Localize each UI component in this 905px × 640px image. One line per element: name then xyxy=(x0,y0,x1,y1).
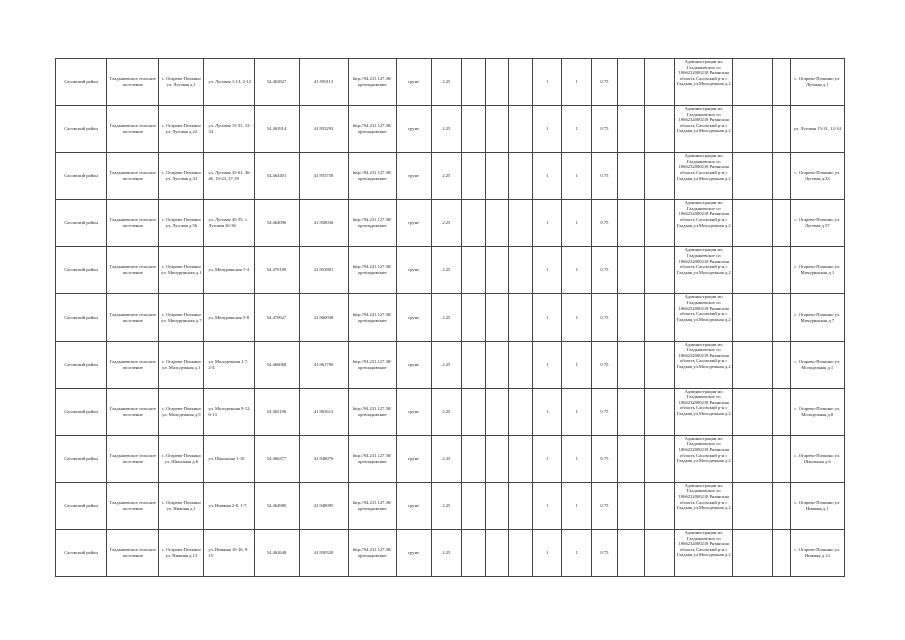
address-cell: ул. Нижняя 10-16, 9-15 xyxy=(204,529,254,576)
empty-cell xyxy=(462,153,486,200)
count1-cell: 1 xyxy=(532,482,562,529)
latitude-cell: 54.470627 xyxy=(254,294,299,341)
empty-cell xyxy=(485,341,509,388)
count2-cell: 1 xyxy=(562,294,592,341)
empty-cell xyxy=(617,59,645,106)
area-cell: 0.75 xyxy=(592,200,618,247)
table-row xyxy=(56,435,845,482)
empty-cell xyxy=(462,529,486,576)
table-row xyxy=(56,341,845,388)
length-cell: 2.25 xyxy=(431,482,462,529)
longitude-cell: 41.953293 xyxy=(299,106,348,153)
address-cell: ул. Луговая 45-55, с. Луговая 26-36 xyxy=(204,200,254,247)
empty-cell xyxy=(617,294,645,341)
district-cell: Сасовский район xyxy=(56,341,107,388)
empty-cell xyxy=(645,106,675,153)
empty-cell xyxy=(617,388,645,435)
admin-cell: Администрации мо Гладышевское сп 1066232000218 Рязанская область Сасовский р-н с Гладыщ ул.Молодежная д.2 xyxy=(675,482,733,529)
latitude-cell: 54.463827 xyxy=(254,59,299,106)
area-cell: 0.75 xyxy=(592,106,618,153)
empty-cell xyxy=(773,529,790,576)
settlement-cell: Гладышевское сельское поселение xyxy=(107,247,159,294)
table-row xyxy=(56,59,845,106)
empty-cell xyxy=(617,482,645,529)
latitude-cell: 54.464401 xyxy=(254,153,299,200)
empty-cell xyxy=(617,341,645,388)
admin-cell: Администрации мо Гладышевское сп 1066232000218 Рязанская область Сасовский р-н с Гладыщ ул.Молодежная д.2 xyxy=(675,200,733,247)
admin-cell: Администрации мо Гладышевское сп 1066232000218 Рязанская область Сасовский р-н с Гладыщ ул.Молодежная д.2 xyxy=(675,106,733,153)
empty-cell xyxy=(462,294,486,341)
locality-cell: с. Огарево-Почкино ул. Луговая д.22 xyxy=(159,106,204,153)
count1-cell: 1 xyxy=(532,294,562,341)
empty-cell xyxy=(733,435,773,482)
district-cell: Сасовский район xyxy=(56,59,107,106)
empty-cell xyxy=(733,482,773,529)
longitude-cell: 41.955758 xyxy=(299,153,348,200)
empty-cell xyxy=(733,153,773,200)
empty-cell xyxy=(509,341,533,388)
empty-cell xyxy=(645,59,675,106)
longitude-cell: 41.948095 xyxy=(299,482,348,529)
table-row xyxy=(56,200,845,247)
link-cell: http://94.231.127.38/оргвладивские xyxy=(348,106,396,153)
locality-cell: с. Огарево-Почкино ул. Мичуринская д.7 xyxy=(159,294,204,341)
empty-cell xyxy=(509,59,533,106)
empty-cell xyxy=(462,388,486,435)
empty-cell xyxy=(773,153,790,200)
address-cell: ул. Школьная 1-10 xyxy=(204,435,254,482)
empty-cell xyxy=(462,435,486,482)
end-address-cell: с. Огарево-Почкино ул. Школьная д.6 xyxy=(790,435,844,482)
longitude-cell: 41.948076 xyxy=(299,435,348,482)
count2-cell: 1 xyxy=(562,482,592,529)
empty-cell xyxy=(509,294,533,341)
count1-cell: 1 xyxy=(532,247,562,294)
empty-cell xyxy=(733,59,773,106)
admin-cell: Администрации мо Гладышевское сп 1066232000218 Рязанская область Сасовский р-н с Гладыщ ул.Молодежная д.2 xyxy=(675,59,733,106)
empty-cell xyxy=(509,106,533,153)
link-cell: http://94.231.127.38/оргвладивские xyxy=(348,435,396,482)
count1-cell: 1 xyxy=(532,153,562,200)
length-cell: 2.25 xyxy=(431,247,462,294)
empty-cell xyxy=(645,341,675,388)
empty-cell xyxy=(733,294,773,341)
count1-cell: 1 xyxy=(532,106,562,153)
settlement-cell: Гладышевское сельское поселение xyxy=(107,482,159,529)
end-address-cell: с. Огарево-Почкино ул. Нижняя д.1 xyxy=(790,482,844,529)
longitude-cell: 41.958036 xyxy=(299,200,348,247)
empty-cell xyxy=(462,59,486,106)
empty-cell xyxy=(645,388,675,435)
empty-cell xyxy=(733,388,773,435)
admin-cell: Администрации мо Гладышевское сп 1066232000218 Рязанская область Сасовский р-н с Гладыщ ул.Молодежная д.2 xyxy=(675,529,733,576)
area-cell: 0.75 xyxy=(592,388,618,435)
empty-cell xyxy=(509,200,533,247)
end-address-cell: с. Огарево-Почкино ул. Луговая д.57 xyxy=(790,200,844,247)
table-row xyxy=(56,153,845,200)
length-cell: 2.25 xyxy=(431,200,462,247)
empty-cell xyxy=(733,200,773,247)
link-cell: http://94.231.127.38/оргвладивские xyxy=(348,482,396,529)
latitude-cell: 54.464096 xyxy=(254,200,299,247)
area-cell: 0.75 xyxy=(592,153,618,200)
empty-cell xyxy=(485,153,509,200)
longitude-cell: 41.950113 xyxy=(299,59,348,106)
latitude-cell: 54.462648 xyxy=(254,529,299,576)
latitude-cell: 54.465196 xyxy=(254,388,299,435)
locality-cell: с. Огарево-Почкино ул. Луговая д.56 xyxy=(159,200,204,247)
empty-cell xyxy=(617,529,645,576)
empty-cell xyxy=(773,247,790,294)
area-cell: 0.75 xyxy=(592,341,618,388)
link-cell: http://94.231.127.38/оргвладивские xyxy=(348,341,396,388)
settlement-cell: Гладышевское сельское поселение xyxy=(107,106,159,153)
empty-cell xyxy=(645,529,675,576)
end-address-cell: с. Огарево-Почкино ул. Молодежная д.8 xyxy=(790,388,844,435)
area-cell: 0.75 xyxy=(592,529,618,576)
length-cell: 2.25 xyxy=(431,435,462,482)
admin-cell: Администрации мо Гладышевское сп 1066232000218 Рязанская область Сасовский р-н с Гладыщ ул.Молодежная д.2 xyxy=(675,341,733,388)
count2-cell: 1 xyxy=(562,529,592,576)
surface-cell: грунт xyxy=(396,341,431,388)
empty-cell xyxy=(509,529,533,576)
length-cell: 2.25 xyxy=(431,59,462,106)
empty-cell xyxy=(773,59,790,106)
settlement-cell: Гладышевское сельское поселение xyxy=(107,435,159,482)
empty-cell xyxy=(462,482,486,529)
surface-cell: грунт xyxy=(396,247,431,294)
admin-cell: Администрации мо Гладышевское сп 1066232000218 Рязанская область Сасовский р-н с Гладыщ ул.Молодежная д.2 xyxy=(675,294,733,341)
longitude-cell: 41.950320 xyxy=(299,529,348,576)
count1-cell: 1 xyxy=(532,529,562,576)
address-cell: ул. Луговая 1-13, 2-12 xyxy=(204,59,254,106)
empty-cell xyxy=(509,388,533,435)
locality-cell: с. Огарево-Почкино ул. Школьная д.6 xyxy=(159,435,204,482)
end-address-cell: ул. Луговая 15-31, 12-34 xyxy=(790,106,844,153)
address-cell: ул. Нижняя 2-8, 1-7 xyxy=(204,482,254,529)
latitude-cell: 54.466068 xyxy=(254,341,299,388)
locality-cell: с. Огарево-Почкино ул. Луговая д.1 xyxy=(159,59,204,106)
count2-cell: 1 xyxy=(562,59,592,106)
link-cell: http://94.231.127.38/оргвладивские xyxy=(348,200,396,247)
count1-cell: 1 xyxy=(532,59,562,106)
link-cell: http://94.231.127.38/оргвладивские xyxy=(348,247,396,294)
count2-cell: 1 xyxy=(562,106,592,153)
length-cell: 2.25 xyxy=(431,153,462,200)
district-cell: Сасовский район xyxy=(56,482,107,529)
empty-cell xyxy=(733,247,773,294)
empty-cell xyxy=(485,388,509,435)
locality-cell: с. Огарево-Почкино ул. Нижняя д.13 xyxy=(159,529,204,576)
longitude-cell: 41.953881 xyxy=(299,247,348,294)
district-cell: Сасовский район xyxy=(56,200,107,247)
locality-cell: с. Огарево-Почкино ул. Луговая д.33 xyxy=(159,153,204,200)
address-cell: ул. Молодежная 1-7, 2-4 xyxy=(204,341,254,388)
empty-cell xyxy=(733,106,773,153)
district-cell: Сасовский район xyxy=(56,388,107,435)
count2-cell: 1 xyxy=(562,153,592,200)
latitude-cell: 54.464980 xyxy=(254,482,299,529)
empty-cell xyxy=(645,153,675,200)
empty-cell xyxy=(509,482,533,529)
empty-cell xyxy=(485,294,509,341)
empty-cell xyxy=(773,482,790,529)
link-cell: http://94.231.127.38/оргвладивские xyxy=(348,153,396,200)
surface-cell: грунт xyxy=(396,482,431,529)
empty-cell xyxy=(773,341,790,388)
empty-cell xyxy=(485,529,509,576)
empty-cell xyxy=(462,341,486,388)
table-row xyxy=(56,482,845,529)
table-row xyxy=(56,106,845,153)
empty-cell xyxy=(617,435,645,482)
surface-cell: грунт xyxy=(396,106,431,153)
address-cell: ул. Луговая 15-31, 12-34 xyxy=(204,106,254,153)
count1-cell: 1 xyxy=(532,200,562,247)
district-cell: Сасовский район xyxy=(56,153,107,200)
empty-cell xyxy=(617,106,645,153)
settlement-cell: Гладышевское сельское поселение xyxy=(107,153,159,200)
count2-cell: 1 xyxy=(562,435,592,482)
length-cell: 2.25 xyxy=(431,106,462,153)
longitude-cell: 41.960038 xyxy=(299,294,348,341)
empty-cell xyxy=(773,435,790,482)
latitude-cell: 54.470189 xyxy=(254,247,299,294)
count1-cell: 1 xyxy=(532,388,562,435)
length-cell: 2.25 xyxy=(431,294,462,341)
empty-cell xyxy=(485,200,509,247)
empty-cell xyxy=(645,482,675,529)
table-body xyxy=(56,59,845,577)
address-cell: ул. Мичуринская 1-4 xyxy=(204,247,254,294)
settlement-cell: Гладышевское сельское поселение xyxy=(107,200,159,247)
table-row xyxy=(56,529,845,576)
area-cell: 0.75 xyxy=(592,294,618,341)
locality-cell: с. Огарево-Почкино ул. Нижняя д.1 xyxy=(159,482,204,529)
empty-cell xyxy=(645,435,675,482)
end-address-cell: с. Огарево-Почкино ул. Нижняя д.13 xyxy=(790,529,844,576)
district-cell: Сасовский район xyxy=(56,435,107,482)
empty-cell xyxy=(509,435,533,482)
locality-cell: с. Огарево-Почкино ул. Молодежная д.1 xyxy=(159,341,204,388)
length-cell: 2.25 xyxy=(431,388,462,435)
link-cell: http://94.231.127.38/оргвладивские xyxy=(348,529,396,576)
surface-cell: грунт xyxy=(396,435,431,482)
empty-cell xyxy=(645,294,675,341)
surface-cell: грунт xyxy=(396,388,431,435)
count2-cell: 1 xyxy=(562,200,592,247)
empty-cell xyxy=(617,200,645,247)
surface-cell: грунт xyxy=(396,200,431,247)
admin-cell: Администрации мо Гладышевское сп 1066232000218 Рязанская область Сасовский р-н с Гладыщ ул.Молодежная д.2 xyxy=(675,388,733,435)
table-row xyxy=(56,294,845,341)
area-cell: 0.75 xyxy=(592,247,618,294)
count1-cell: 1 xyxy=(532,341,562,388)
empty-cell xyxy=(773,294,790,341)
settlement-cell: Гладышевское сельское поселение xyxy=(107,59,159,106)
area-cell: 0.75 xyxy=(592,435,618,482)
count1-cell: 1 xyxy=(532,435,562,482)
empty-cell xyxy=(485,482,509,529)
empty-cell xyxy=(485,247,509,294)
empty-cell xyxy=(485,435,509,482)
settlement-cell: Гладышевское сельское поселение xyxy=(107,529,159,576)
surface-cell: грунт xyxy=(396,529,431,576)
length-cell: 2.25 xyxy=(431,341,462,388)
table-row xyxy=(56,247,845,294)
link-cell: http://94.231.127.38/оргвладивские xyxy=(348,294,396,341)
link-cell: http://94.231.127.38/оргвладивские xyxy=(348,59,396,106)
empty-cell xyxy=(773,106,790,153)
empty-cell xyxy=(462,247,486,294)
address-cell: ул. Луговая 35-61, 36-46, 19-23, 27-29 xyxy=(204,153,254,200)
longitude-cell: 41.961790 xyxy=(299,341,348,388)
end-address-cell: с. Огарево-Почкино ул. Мичуринская д.7 xyxy=(790,294,844,341)
end-address-cell: с. Огарево-Почкино ул. Молодежная д.1 xyxy=(790,341,844,388)
locality-cell: с. Огарево-Почкино ул. Молодежная д.9 xyxy=(159,388,204,435)
address-cell: ул. Мичуринская 5-8 xyxy=(204,294,254,341)
empty-cell xyxy=(645,200,675,247)
registry-table xyxy=(55,58,845,577)
district-cell: Сасовский район xyxy=(56,529,107,576)
locality-cell: с. Огарево-Почкино ул. Мичуринская д.1 xyxy=(159,247,204,294)
latitude-cell: 54.466377 xyxy=(254,435,299,482)
settlement-cell: Гладышевское сельское поселение xyxy=(107,341,159,388)
empty-cell xyxy=(509,153,533,200)
admin-cell: Администрации мо Гладышевское сп 1066232000218 Рязанская область Сасовский р-н с Гладыщ ул.Молодежная д.2 xyxy=(675,247,733,294)
empty-cell xyxy=(645,247,675,294)
settlement-cell: Гладышевское сельское поселение xyxy=(107,388,159,435)
district-cell: Сасовский район xyxy=(56,294,107,341)
district-cell: Сасовский район xyxy=(56,106,107,153)
empty-cell xyxy=(485,106,509,153)
surface-cell: грунт xyxy=(396,294,431,341)
length-cell: 2.25 xyxy=(431,529,462,576)
empty-cell xyxy=(485,59,509,106)
empty-cell xyxy=(617,153,645,200)
end-address-cell: с. Огарево-Почкино ул. Луговая д.33 xyxy=(790,153,844,200)
longitude-cell: 41.963613 xyxy=(299,388,348,435)
empty-cell xyxy=(462,106,486,153)
surface-cell: грунт xyxy=(396,59,431,106)
end-address-cell: с. Огарево-Почкино ул. Луговая д.1 xyxy=(790,59,844,106)
empty-cell xyxy=(773,200,790,247)
empty-cell xyxy=(733,341,773,388)
latitude-cell: 54.463914 xyxy=(254,106,299,153)
surface-cell: грунт xyxy=(396,153,431,200)
empty-cell xyxy=(733,529,773,576)
count2-cell: 1 xyxy=(562,247,592,294)
link-cell: http://94.231.127.38/оргвладивские xyxy=(348,388,396,435)
admin-cell: Администрации мо Гладышевское сп 1066232000218 Рязанская область Сасовский р-н с Гладыщ ул.Молодежная д.2 xyxy=(675,435,733,482)
admin-cell: Администрации мо Гладышевское сп 1066232000218 Рязанская область Сасовский р-н с Гладыщ ул.Молодежная д.2 xyxy=(675,153,733,200)
empty-cell xyxy=(509,247,533,294)
address-cell: ул. Молодежная 9-12, 6-13 xyxy=(204,388,254,435)
settlement-cell: Гладышевское сельское поселение xyxy=(107,294,159,341)
empty-cell xyxy=(617,247,645,294)
area-cell: 0.75 xyxy=(592,482,618,529)
end-address-cell: с. Огарево-Почкино ул. Мичуринская д.1 xyxy=(790,247,844,294)
empty-cell xyxy=(462,200,486,247)
area-cell: 0.75 xyxy=(592,59,618,106)
district-cell: Сасовский район xyxy=(56,247,107,294)
table-row xyxy=(56,388,845,435)
count2-cell: 1 xyxy=(562,341,592,388)
empty-cell xyxy=(773,388,790,435)
count2-cell: 1 xyxy=(562,388,592,435)
